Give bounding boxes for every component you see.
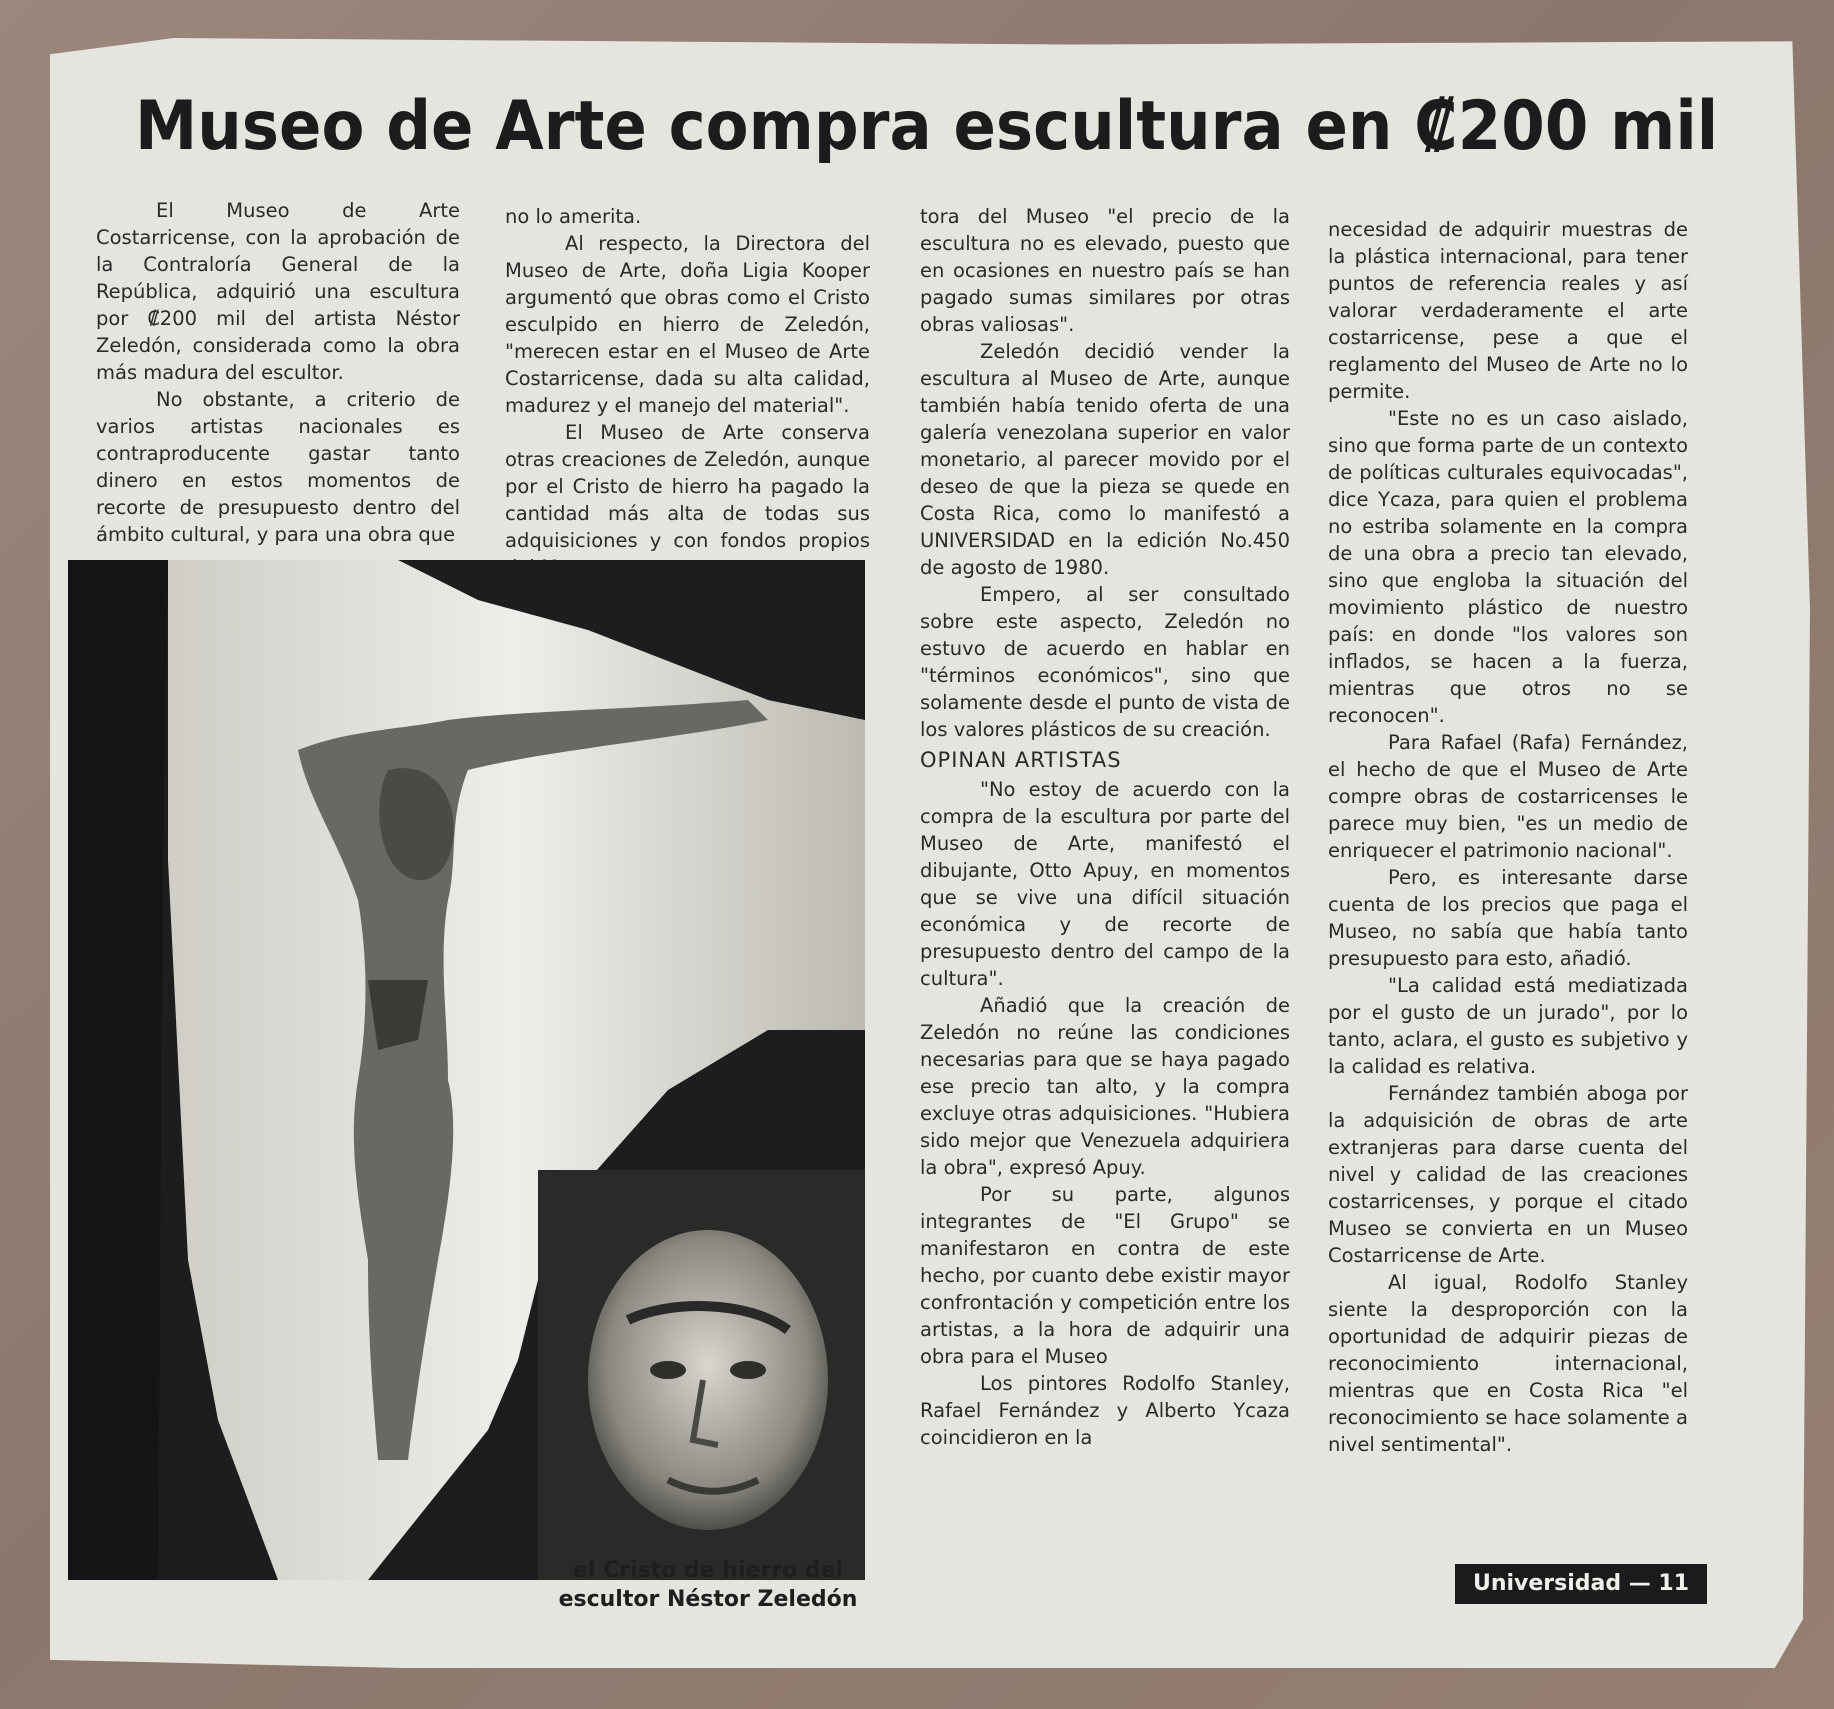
paragraph: "La calidad está mediatizada por el gusto de un jurado", por lo tanto, aclara, el gusto es subjetivo y la calidad es relativa. (1328, 974, 1688, 1078)
paragraph: El Museo de Arte Costarricense, con la aprobación de la Contraloría General de la República, adquirió una escultura por ₡200 mil del artista Néstor Zeledón, considerada como la obra más madura del escultor. (96, 199, 460, 384)
paragraph: Para Rafael (Rafa) Fernández, el hecho de que el Museo de Arte compre obras de costarricenses le parece muy bien, "es un medio de enriquecer el patrimonio nacional". (1328, 731, 1688, 862)
paragraph: Empero, al ser consultado sobre este aspecto, Zeledón no estuvo de acuerdo en hablar en "términos económicos", sino que solamente desde el punto de vista de los valores plásticos de su creación. (920, 583, 1290, 741)
paragraph: "No estoy de acuerdo con la compra de la escultura por parte del Museo de Arte, manifestó el dibujante, Otto Apuy, en momentos que se vive una difícil situación económica y de recorte de presupuesto dentro del campo de la cultura". (920, 778, 1290, 990)
paragraph: Los pintores Rodolfo Stanley, Rafael Fernández y Alberto Ycaza coincidieron en la (920, 1372, 1290, 1449)
paragraph: No obstante, a criterio de varios artistas nacionales es contraproducente gastar tanto dinero en estos momentos de recorte de presupuesto dentro del ámbito cultural, y para una obra que (96, 388, 460, 546)
paragraph: Pero, es interesante darse cuenta de los precios que paga el Museo, no sabía que había tanto presupuesto para esto, añadió. (1328, 866, 1688, 970)
paragraph: Por su parte, algunos integrantes de "El Grupo" se manifestaron en contra de este hecho, por cuanto debe existir mayor confrontación y competición entre los artistas, a la hora de adquirir una obra para el Museo (920, 1183, 1290, 1368)
paragraph: necesidad de adquirir muestras de la plástica internacional, para tener puntos de referencia reales y así valorar verdaderamente el arte costarricense, pese a que el reglamento del Museo de Arte no lo permite. (1328, 218, 1688, 403)
paragraph: Al igual, Rodolfo Stanley siente la desproporción con la oportunidad de adquirir piezas de reconocimiento internacional, mientras que en Costa Rica "el reconocimiento se hace solamente a nivel sentimental". (1328, 1271, 1688, 1456)
paragraph: Al respecto, la Directora del Museo de Arte, doña Ligia Kooper argumentó que obras como el Cristo esculpido en hierro de Zeledón, "merecen estar en el Museo de Arte Costarricense, dada su alta calidad, madurez y el manejo del material". (505, 232, 870, 417)
article-column-1 (96, 197, 460, 548)
paragraph: "Este no es un caso aislado, sino que forma parte de un contexto de políticas culturales equivocadas", dice Ycaza, para quien el problema no estriba solamente en la compra de una obra a precio tan elevado, sino que engloba la situación del movimiento plástico de nuestro país: en donde "los valores son inflados, se hacen a la fuerza, mientras que otros no se reconocen". (1328, 407, 1688, 727)
section-subhead: OPINAN ARTISTAS (920, 748, 1122, 772)
paragraph: Añadió que la creación de Zeledón no reúne las condiciones necesarias para que se haya pagado ese precio tan alto, y la compra excluye otras adquisiciones. "Hubiera sido mejor que Venezuela adquiriera la obra", expresó Apuy. (920, 994, 1290, 1179)
page-folio: Universidad — 11 (1455, 1564, 1707, 1604)
paragraph: no lo amerita. (505, 205, 642, 228)
paragraph: Fernández también aboga por la adquisición de obras de arte extranjeras para darse cuenta del nivel y calidad de las creaciones costarricenses, y porque el citado Museo se convierta en un Museo Costarricense de Arte. (1328, 1082, 1688, 1267)
article-headline: Museo de Arte compra escultura en ₡200 mil (135, 87, 1719, 166)
paragraph: tora del Museo "el precio de la escultura no es elevado, puesto que en ocasiones en nuestro país se han pagado sumas similares por otras obras valiosas". (920, 205, 1290, 336)
article-column-3 (920, 203, 1290, 1451)
sculpture-photo (68, 560, 865, 1580)
paragraph: El Museo de Arte conserva otras creaciones de Zeledón, aunque por el Cristo de hierro ha pagado la cantidad más alta de todas sus adquisiciones y con fondos propios (505, 421, 870, 552)
article-column-4 (1328, 216, 1688, 1458)
photo-caption: el Cristo de hierro del escultor Néstor Zeledón (558, 1558, 858, 1612)
paragraph: Zeledón decidió vender la escultura al Museo de Arte, aunque también había tenido oferta de una galería venezolana superior en valor monetario, al parecer movido por el deseo de que la pieza se quede en Costa Rica, como lo manifestó a UNIVERSIDAD en la edición No.450 de agosto de 1980. (920, 340, 1290, 579)
article-column-2 (505, 203, 870, 608)
